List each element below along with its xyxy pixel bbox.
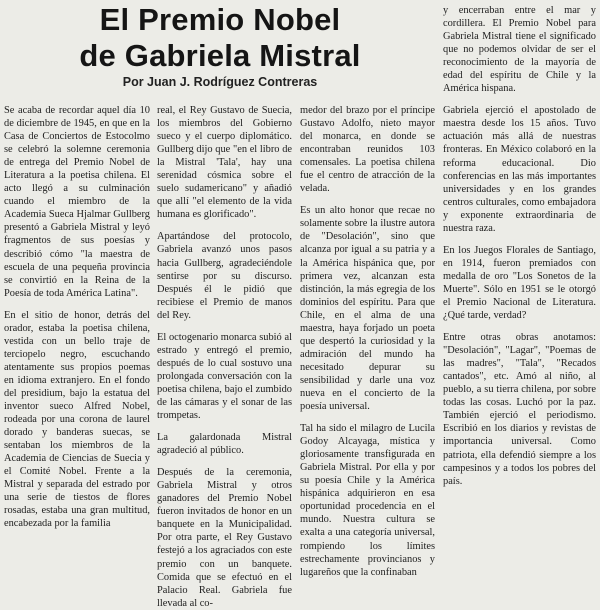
- paragraph: real, el Rey Gustavo de Suecia, los miembros del Gobierno sueco y el cuerpo diplomático. Gullberg dijo que "en el libro de la Mistral 'Tala', hay una serenidad cósmica sobre el suelo sudamericano" y añadió que allí "el elemento de la vida humana es glorificado".: [157, 105, 292, 221]
- paragraph: Es un alto honor que recae no solamente sobre la ilustre autora de "Desolación", sino que alcanza por igual a su patria y a la América hispánica que, por primera vez, alcanzan esta distinción, la más egregia de los dominios del espíritu. Para que Chile, en el alma de una maestra, haya forjado un poeta que despertó la curiosidad y la admiración del mundo ha necesitado depurar su sensibilidad y darle una voz nueva en el concierto de la poesía universal.: [300, 205, 435, 413]
- paragraph: Gabriela ejerció el apostolado de maestra desde los 15 años. Tuvo actuación más allá de nuestras fronteras. En México colaboró en la reforma educacional. Dio conferencias en las más importantes universidades y en los grandes centros culturales, como embajadora y exponente extraordinaria de nuestra raza.: [443, 105, 596, 234]
- article-column-2: [157, 104, 292, 609]
- byline: Por Juan J. Rodríguez Contreras: [122, 75, 318, 89]
- headline: [20, 2, 420, 74]
- paragraph: Después de la ceremonia, Gabriela Mistral y otros ganadores del Premio Nobel fueron invitados de honor en un banquete en la Municipalidad. Por otra parte, el Rey Gustavo festejó a los agraciados con este premio con un banquete. Comida que se efectuó en el Palacio Real. Gabriela fue llevada al co-: [157, 467, 292, 609]
- article-column-4: [443, 4, 596, 522]
- paragraph: La galardonada Mistral agradeció al público.: [157, 432, 292, 457]
- paragraph: Se acaba de recordar aquel día 10 de diciembre de 1945, en que en la Casa de Conciertos de Estocolmo se celebró la solemne ceremonia de entrega del Premio Nobel de Literatura a la poetisa chilena. El acto llegó a su culminación cuando el miembro de la Academia Sueca Hjalmar Gullberg presentó a Gabriela Mistral y leyó fragmentos de sus poesías y describió cómo "la maestra de escuela de una pequeña provincia se convirtió en la Reina de la Poesía de toda América Latina".: [4, 105, 150, 299]
- paragraph: medor del brazo por el príncipe Gustavo Adolfo, nieto mayor del monarca, en donde se encontraban reunidos 103 comensales. La poetisa chilena fue el centro de atracción de la velada.: [300, 105, 435, 195]
- paragraph: En los Juegos Florales de Santiago, en 1914, fueron premiados con medalla de oro "Los Sonetos de la Muerte". Sólo en 1951 se le otorgó el Premio Nacional de Literatura. ¿Qué tarde, verdad?: [443, 244, 596, 322]
- headline-line-1: El Premio Nobel: [99, 2, 341, 37]
- paragraph: El octogenario monarca subió al estrado y entregó el premio, después de lo cual sostuvo una prolongada conversación con la poetisa chilena, bajo el zumbido de las cámaras y el sonar de las trompetas.: [157, 331, 292, 422]
- article-column-1: [4, 104, 150, 530]
- paragraph: y encerraban entre el mar y cordillera. El Premio Nobel para Gabriela Mistral tiene el significado que no podemos olvidar de ser el reconocimiento de la mayoría de edad del espíritu de Chile y la América hispana.: [443, 5, 596, 95]
- headline-line-2: de Gabriela Mistral: [79, 38, 361, 73]
- paragraph: Tal ha sido el milagro de Lucila Godoy Alcayaga, mística y gloriosamente transfigurada en Gabriela Mistral. Por ella y por su poesía Chile y la América hispánica adquirieron en esa oportunidad procedencia en el mundo. Nuestra cultura se exalta a una categoría universal, rompiendo los límites estrechamente provincianos y lugareños que la confinaban: [300, 423, 435, 578]
- paragraph: Entre otras obras anotamos: "Desolación", "Lagar", "Poemas de las madres", "Tala", "Recados cantados", etc. Amó al niño, al pueblo, a su tierra chilena, por sobre todas las cosas. Luchó por la paz. También ejerció el periodismo. Escribió en los diarios y revistas de importancia universal. Como patriota, ella defendió siempre a los campesinos y a todos los pobres del país.: [443, 332, 596, 487]
- paragraph: En el sitio de honor, detrás del orador, estaba la poetisa chilena, vestida con un bello traje de terciopelo negro, escuchando atentamente sus propios poemas en idioma extranjero. En el fondo del presidium, bajo la estatua del inventor sueco Alfred Nobel, rodeada por una corona de laurel dorado y banderas suecas, se sentaban los miembros de la Academia de Ciencias de Suecia y el Comité Nobel. Frente a la Mistral y separada del estrado por una serie de tiestos de flores rosadas, estaba una gran multitud, encabezada por la familia: [4, 309, 150, 530]
- paragraph: Apartándose del protocolo, Gabriela avanzó unos pasos hacia Gullberg, agradeciéndole sentirse por su discurso. Después él le pidió que recibiese el Premio de manos del Rey.: [157, 231, 292, 321]
- article-column-3: [300, 104, 435, 578]
